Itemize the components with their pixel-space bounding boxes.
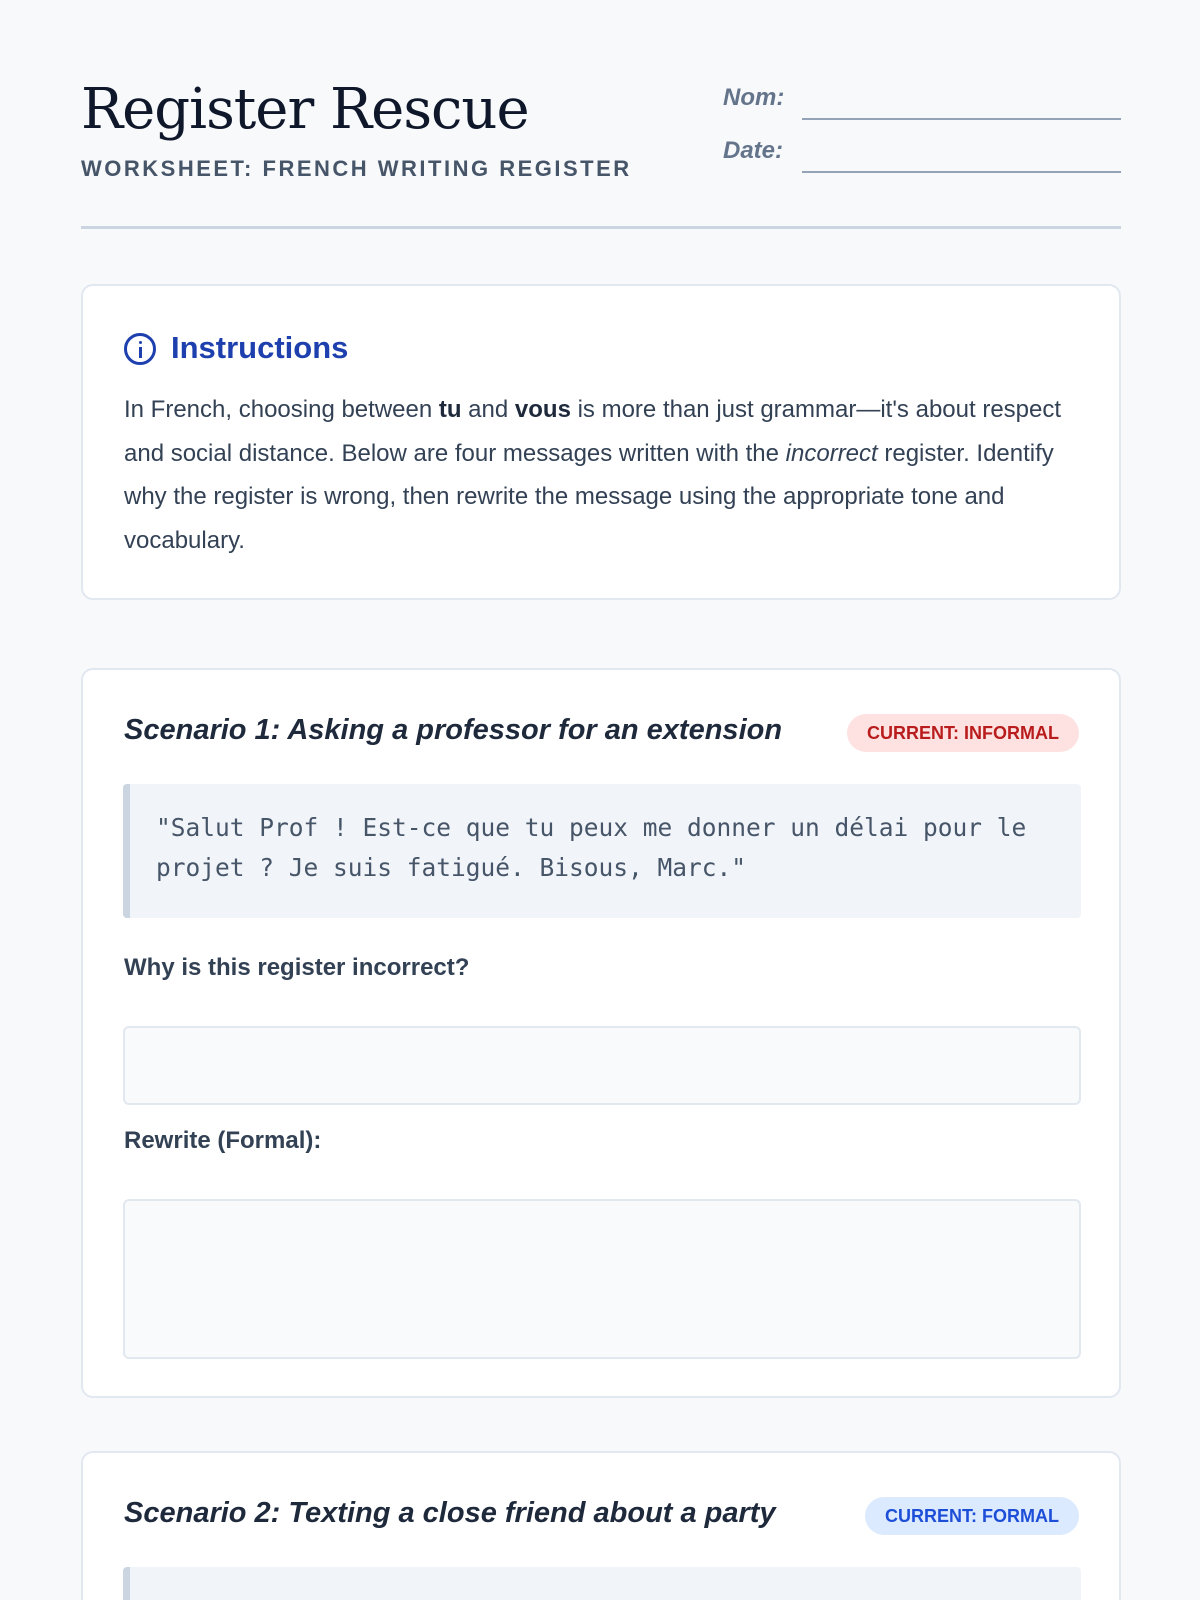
scenario-title: Scenario 2: Texting a close friend about a party bbox=[124, 1497, 776, 1529]
keyword-incorrect: incorrect bbox=[785, 439, 878, 467]
instructions-text-part: is more than just grammar—it's about respect and social distance. Below are four messages written with the bbox=[124, 396, 1062, 467]
worksheet-page bbox=[81, 0, 1121, 1529]
worksheet-header bbox=[81, 0, 1121, 230]
rewrite-label: Rewrite (Formal): bbox=[124, 1127, 322, 1154]
date-label: Date: bbox=[723, 137, 784, 164]
instructions-text bbox=[124, 388, 1079, 562]
why-question-label: Why is this register incorrect? bbox=[124, 954, 470, 981]
date-row bbox=[723, 135, 1121, 175]
why-answer-field[interactable] bbox=[123, 1026, 1081, 1105]
scenario-title: Scenario 1: Asking a professor for an extension bbox=[124, 714, 783, 746]
rewrite-answer-field[interactable] bbox=[123, 1199, 1081, 1359]
name-row bbox=[723, 82, 1121, 122]
scenario-message: "Salut Prof ! Est-ce que tu peux me donner un délai pour le projet ? Je suis fatigué. Bisous, Marc." bbox=[123, 784, 1081, 918]
register-badge: CURRENT: FORMAL bbox=[865, 1497, 1079, 1535]
keyword-tu: tu bbox=[438, 396, 462, 423]
header-divider bbox=[81, 226, 1121, 229]
scenario-card-2 bbox=[81, 1451, 1121, 1600]
instructions-text-part: In French, choosing between bbox=[124, 396, 439, 423]
name-field[interactable] bbox=[802, 118, 1121, 120]
date-field[interactable] bbox=[802, 171, 1121, 173]
info-icon bbox=[124, 333, 156, 365]
instructions-heading: Instructions bbox=[171, 330, 349, 365]
scenario-card-1 bbox=[81, 668, 1121, 1398]
instructions-text-part: and bbox=[461, 396, 515, 423]
instructions-card bbox=[81, 284, 1121, 600]
scenario-message bbox=[123, 1567, 1081, 1600]
page-title: Register Rescue bbox=[81, 77, 529, 142]
page-subtitle: WORKSHEET: FRENCH WRITING REGISTER bbox=[81, 156, 632, 181]
instructions-text-part: register. Identify why the register is wrong, then rewrite the message using the appropriate tone and vocabulary. bbox=[124, 439, 1054, 554]
keyword-vous: vous bbox=[514, 396, 571, 423]
register-badge: CURRENT: INFORMAL bbox=[847, 714, 1079, 752]
name-label: Nom: bbox=[723, 84, 785, 111]
